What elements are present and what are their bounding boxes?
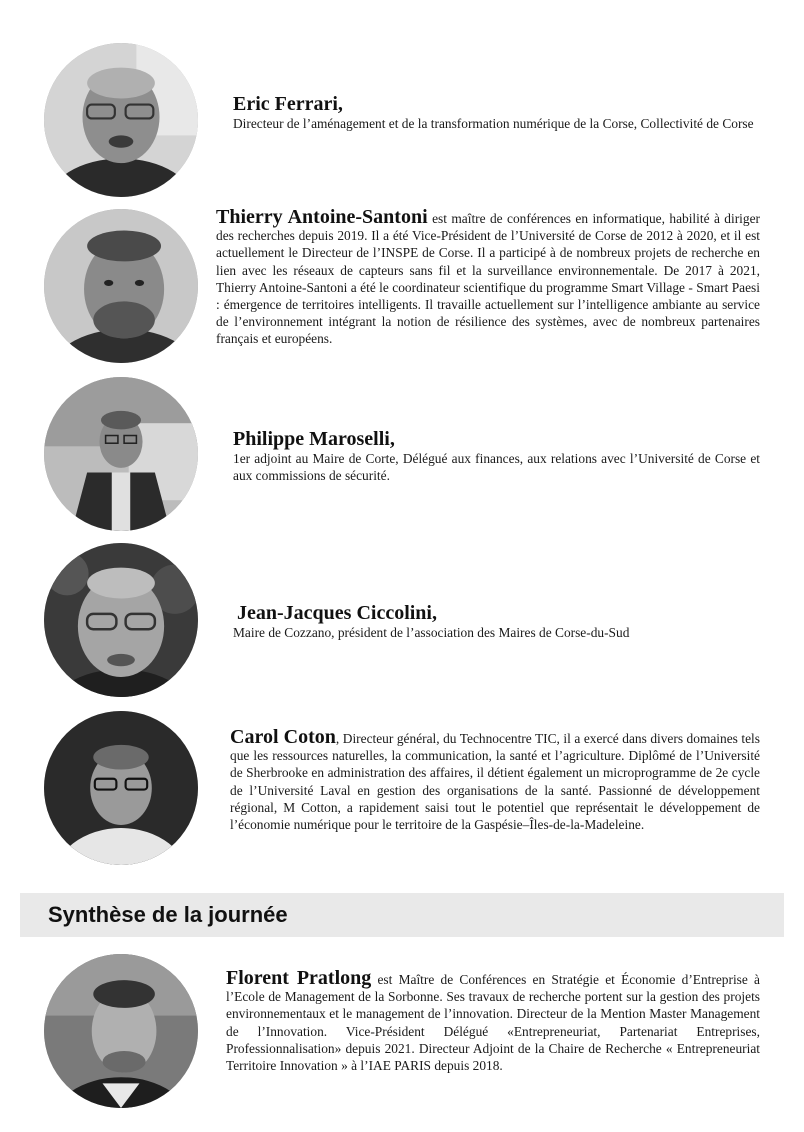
section-banner (20, 893, 784, 937)
speaker-entry-2 (216, 206, 760, 348)
speaker-bio: est Maître de Conférences en Stratégie et Économie d’Entreprise à l’Ecole de Management de la Sorbonne. Ses travaux de recherche portent sur la gestion des projets environnementaux et le management de l’innovation. Directeur de la Mention Master Management de l’Innovation. Vice-Président Délégué «Entrepreneuriat, Partenariat Entreprises, Professionnalisation» depuis 2021. Directeur Adjoint de la Chaire de Recherche « Entrepreneuriat Territoire Innovation » à l’IAE PARIS depuis 2018. (226, 972, 760, 1074)
speaker-entry-1 (233, 93, 760, 132)
speaker-description (230, 726, 760, 833)
speaker-bio: , Directeur général, du Technocentre TIC, il a exercé dans divers domaines tels que les ressources naturelles, la communication, la santé et l’agriculture. Diplômé de l’Université de Sherbrooke en administration des affaires, il détient également un microprogramme de 2e cycle de l’Université Laval en gestion des organisations de la santé. Passionné de développement régional, M Cotton, a rapidement saisi tout le potentiel que représentait le développement de l’économie numérique pour le territoire de la Gaspésie–Îles-de-la-Madeleine. (230, 731, 760, 833)
speaker-entry-4 (233, 602, 760, 641)
speaker-photo-carol-coton (44, 711, 198, 865)
speaker-description (216, 206, 760, 348)
speaker-photo-philippe-maroselli (44, 377, 198, 531)
closing-speaker-entry (226, 967, 760, 1074)
speaker-name: Jean-Jacques Ciccolini, (237, 602, 437, 624)
speaker-name: Carol Coton (230, 726, 336, 748)
speaker-description: 1er adjoint au Maire de Corte, Délégué aux finances, aux relations avec l’Université de Corse et aux commissions de sécurité. (233, 451, 760, 484)
section-title: Synthèse de la journée (48, 902, 288, 927)
speaker-photo-florent-pratlong (44, 954, 198, 1108)
speaker-photo-thierry-antoine-santoni (44, 209, 198, 363)
speaker-photo-jean-jacques-ciccolini (44, 543, 198, 697)
speaker-photo-eric-ferrari (44, 43, 198, 197)
speaker-name: Eric Ferrari, (233, 93, 343, 115)
speaker-description: Maire de Cozzano, président de l’association des Maires de Corse-du-Sud (233, 625, 630, 640)
speaker-entry-3 (233, 428, 760, 484)
speaker-name: Florent Pratlong (226, 967, 372, 989)
speaker-description (226, 967, 760, 1074)
speaker-name: Thierry Antoine-Santoni (216, 206, 428, 228)
speaker-description: Directeur de l’aménagement et de la transformation numérique de la Corse, Collectivité de Corse (233, 116, 754, 131)
speaker-entry-5 (230, 726, 760, 833)
speaker-bio: est maître de conférences en informatique, habilité à diriger des recherches depuis 2019. Il a été Vice-Président de l’Université de Corse de 2012 à 2020, et il est actuellement le Directeur de l’INSPE de Corse. Il a participé à de nombreux projets de recherche en lien avec les réseaux de capteurs sans fil et la surveillance environnementale. De 2017 à 2021, Thierry Antoine-Santoni a été le coordinateur scientifique du programme Smart Village - Smart Paesi : émergence de territoires intelligents. Il travaille actuellement sur l’intelligence ambiante au service de l’environnement intégrant la notion de résilience des systèmes, avec de nombreux partenaires français et européens. (216, 211, 760, 347)
speaker-name: Philippe Maroselli, (233, 428, 395, 450)
